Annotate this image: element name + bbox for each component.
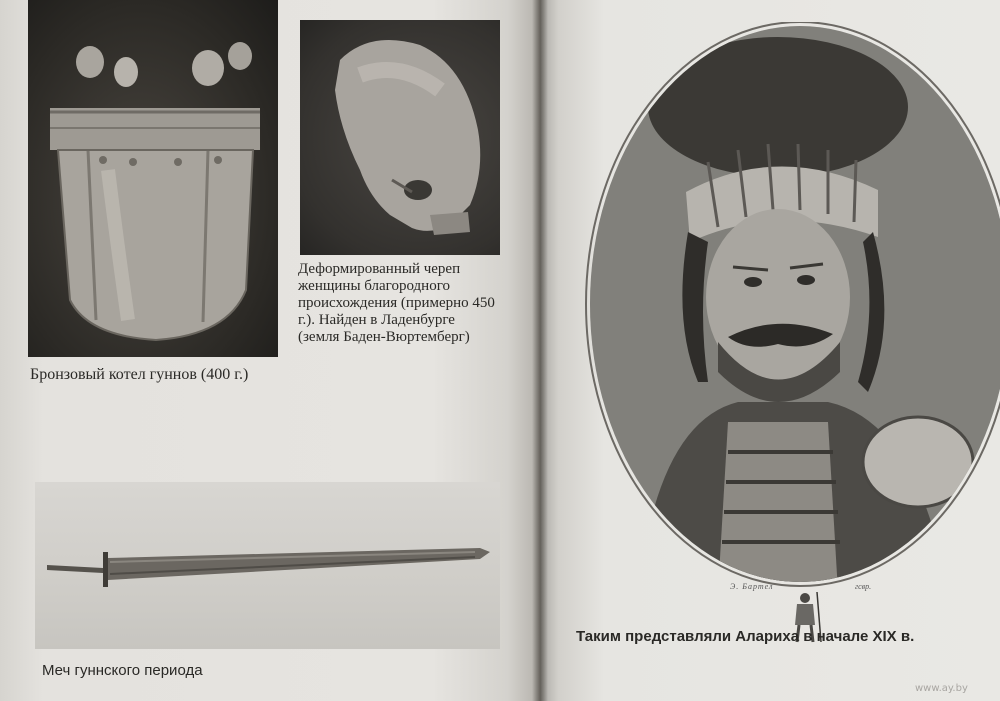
- engraver-signature: Э. Бартел: [730, 582, 774, 591]
- cauldron-caption: Бронзовый котел гуннов (400 г.): [30, 366, 249, 383]
- engraver-mark: гсвр.: [855, 582, 872, 591]
- sword-caption: Меч гуннского периода: [42, 662, 203, 679]
- book-spine: [532, 0, 548, 701]
- watermark: www.ay.by: [915, 683, 968, 694]
- deformed-skull-photo: [300, 20, 500, 255]
- hunnic-sword-photo: [35, 482, 500, 649]
- portrait-caption: Таким представляли Алариха в начале XIX в.: [576, 628, 915, 645]
- bronze-cauldron-photo: [28, 0, 278, 357]
- skull-caption: Деформированный череп женщины благородного происхождения (примерно 450 г.). Найден в Ладенбурге (земля Баден-Вюртемберг): [298, 261, 495, 345]
- alaric-portrait-engraving: [578, 22, 1000, 592]
